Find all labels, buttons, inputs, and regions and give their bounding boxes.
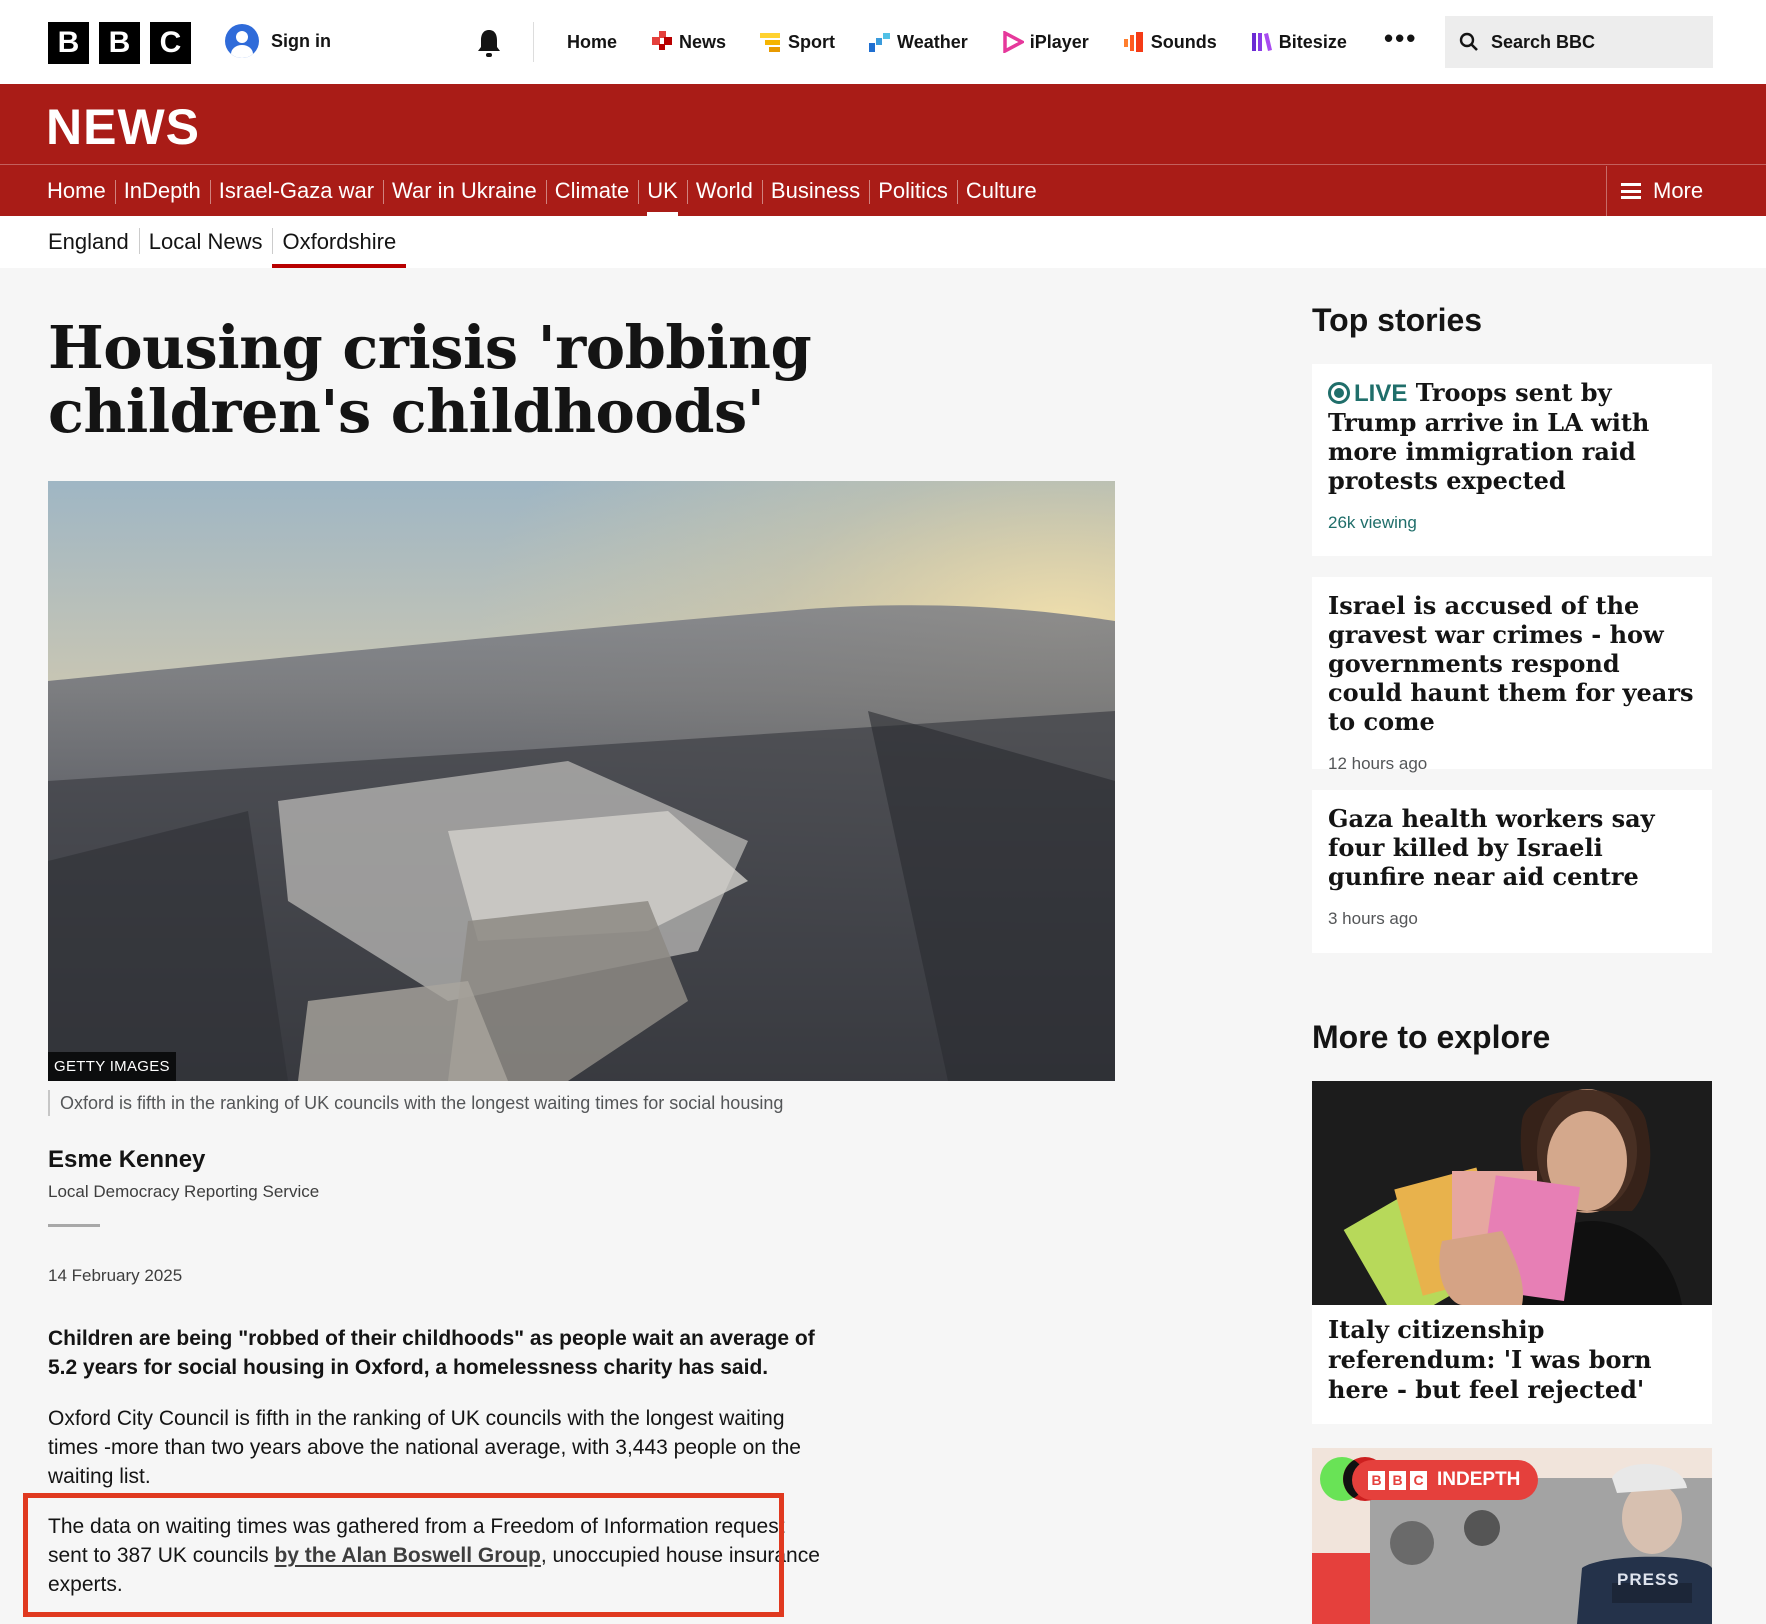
live-icon (1328, 382, 1350, 404)
badge-letter: B (1389, 1471, 1406, 1490)
global-nav-news[interactable] (634, 20, 743, 64)
article-paragraph: Oxford City Council is fifth in the ranking of UK councils with the longest waiting times -more than two years above the national average, with 3,443 people on the waiting list. (48, 1407, 801, 1488)
news-section-nav (38, 166, 1046, 216)
author-role: Local Democracy Reporting Service (48, 1182, 320, 1201)
global-nav-iplayer[interactable] (985, 20, 1106, 64)
bbc-logo-letter: B (99, 22, 140, 64)
global-nav-bitesize[interactable] (1234, 20, 1364, 64)
section-politics[interactable]: Politics (869, 166, 957, 216)
search-box[interactable] (1445, 16, 1713, 68)
news-title[interactable]: NEWS (46, 99, 200, 155)
top-story-card[interactable] (1312, 364, 1712, 556)
image-caption: Oxford is fifth in the ranking of UK councils with the longest waiting times for social housing (48, 1090, 783, 1116)
sounds-icon (1123, 31, 1145, 53)
subnav-local-news[interactable]: Local News (139, 216, 273, 268)
global-nav-sport[interactable] (743, 20, 852, 64)
local-subnav (0, 216, 1766, 268)
section-culture[interactable]: Culture (957, 166, 1046, 216)
section-world[interactable]: World (687, 166, 762, 216)
section-uk[interactable]: UK (638, 166, 687, 216)
top-story-card[interactable] (1312, 790, 1712, 953)
paragraph-text: , unoccupied house insurance experts. (48, 1544, 820, 1596)
alan-boswell-group-link[interactable]: by the Alan Boswell Group (274, 1544, 541, 1567)
account-icon (225, 24, 259, 58)
global-nav-label: Sounds (1150, 31, 1217, 52)
notifications-bell-icon[interactable] (476, 28, 502, 58)
global-nav-label: News (679, 31, 727, 52)
paragraph-text: The data on waiting times was gathered from a Freedom of Information request sent to 387 UK councils (48, 1515, 785, 1567)
bitesize-icon (1251, 31, 1273, 53)
weather-icon (869, 31, 891, 53)
bbc-global-header (0, 0, 1766, 84)
story-meta: 26k viewing (1328, 513, 1417, 532)
bbc-logo[interactable] (48, 22, 191, 64)
indepth-label: INDEPTH (1437, 1469, 1521, 1490)
global-nav-label: Home (567, 31, 618, 52)
hamburger-icon (1621, 183, 1641, 199)
badge-letter: C (1410, 1471, 1427, 1490)
iplayer-icon (1002, 31, 1024, 53)
global-nav-sounds[interactable] (1106, 20, 1234, 64)
sign-in-link[interactable] (225, 24, 331, 58)
highlight-box (23, 1493, 784, 1617)
article-hero-image (48, 481, 1115, 1081)
search-icon (1459, 32, 1479, 52)
section-israel-gaza-war[interactable]: Israel-Gaza war (210, 166, 383, 216)
nav-divider (533, 22, 534, 62)
oxford-aerial-photo (48, 481, 1115, 1081)
explore-story-image[interactable] (1312, 1081, 1712, 1305)
global-nav-label: Bitesize (1278, 31, 1347, 52)
story-title: Gaza health workers say four killed by Israeli gunfire near aid centre (1328, 804, 1655, 891)
more-label: More (1653, 178, 1704, 203)
global-nav-label: iPlayer (1029, 31, 1089, 52)
global-nav-weather[interactable] (852, 20, 985, 64)
more-to-explore-heading: More to explore (1312, 1019, 1551, 1055)
news-icon (651, 31, 673, 53)
section-war-in-ukraine[interactable]: War in Ukraine (383, 166, 546, 216)
section-business[interactable]: Business (762, 166, 869, 216)
global-nav-home[interactable] (550, 20, 634, 64)
top-story-card[interactable] (1312, 577, 1712, 773)
indepth-promo[interactable] (1312, 1448, 1712, 1624)
byline-divider (48, 1224, 100, 1227)
publish-date: 14 February 2025 (48, 1266, 183, 1285)
story-title: Israel is accused of the gravest war crimes - how governments respond could haunt them for years to come (1328, 591, 1694, 736)
section-indepth[interactable]: InDepth (115, 166, 210, 216)
sign-in-label: Sign in (271, 30, 331, 51)
subnav-england[interactable]: England (48, 229, 129, 254)
article-lead: Children are being "robbed of their childhoods" as people wait an average of 5.2 years for social housing in Oxford, a homelessness charity has said. (48, 1327, 815, 1379)
image-credit: GETTY IMAGES (48, 1052, 176, 1081)
more-sections-button[interactable] (1606, 166, 1766, 216)
subnav-oxfordshire[interactable]: Oxfordshire (272, 216, 406, 268)
badge-letter: B (1368, 1471, 1385, 1490)
referendum-photo (1312, 1081, 1712, 1305)
article-headline: Housing crisis 'robbing children's childhoods' (48, 313, 812, 446)
press-vest-label: PRESS (1617, 1570, 1680, 1589)
explore-story-title: Italy citizenship referendum: 'I was born here - but feel rejected' (1328, 1315, 1652, 1404)
bbc-logo-letter: C (150, 22, 191, 64)
section-home[interactable]: Home (47, 178, 106, 203)
news-header (0, 84, 1766, 216)
author-name: Esme Kenney (48, 1146, 206, 1173)
story-title: Troops sent by Trump arrive in LA with more immigration raid protests expected (1328, 378, 1650, 495)
bbc-logo-letter: B (48, 22, 89, 64)
more-menu-icon[interactable]: ••• (1384, 23, 1418, 53)
top-stories-heading: Top stories (1312, 302, 1483, 338)
global-nav-label: Weather (897, 31, 968, 52)
global-nav-label: Sport (788, 31, 836, 52)
story-meta: 12 hours ago (1328, 754, 1428, 773)
search-label: Search BBC (1491, 31, 1596, 52)
sport-icon (760, 31, 782, 53)
live-label: LIVE (1354, 380, 1408, 407)
indepth-badge (1352, 1460, 1538, 1500)
story-meta: 3 hours ago (1328, 909, 1418, 928)
section-climate[interactable]: Climate (546, 166, 639, 216)
news-header-divider (0, 164, 1766, 165)
global-nav (550, 20, 1364, 64)
explore-story-card[interactable] (1312, 1305, 1712, 1424)
